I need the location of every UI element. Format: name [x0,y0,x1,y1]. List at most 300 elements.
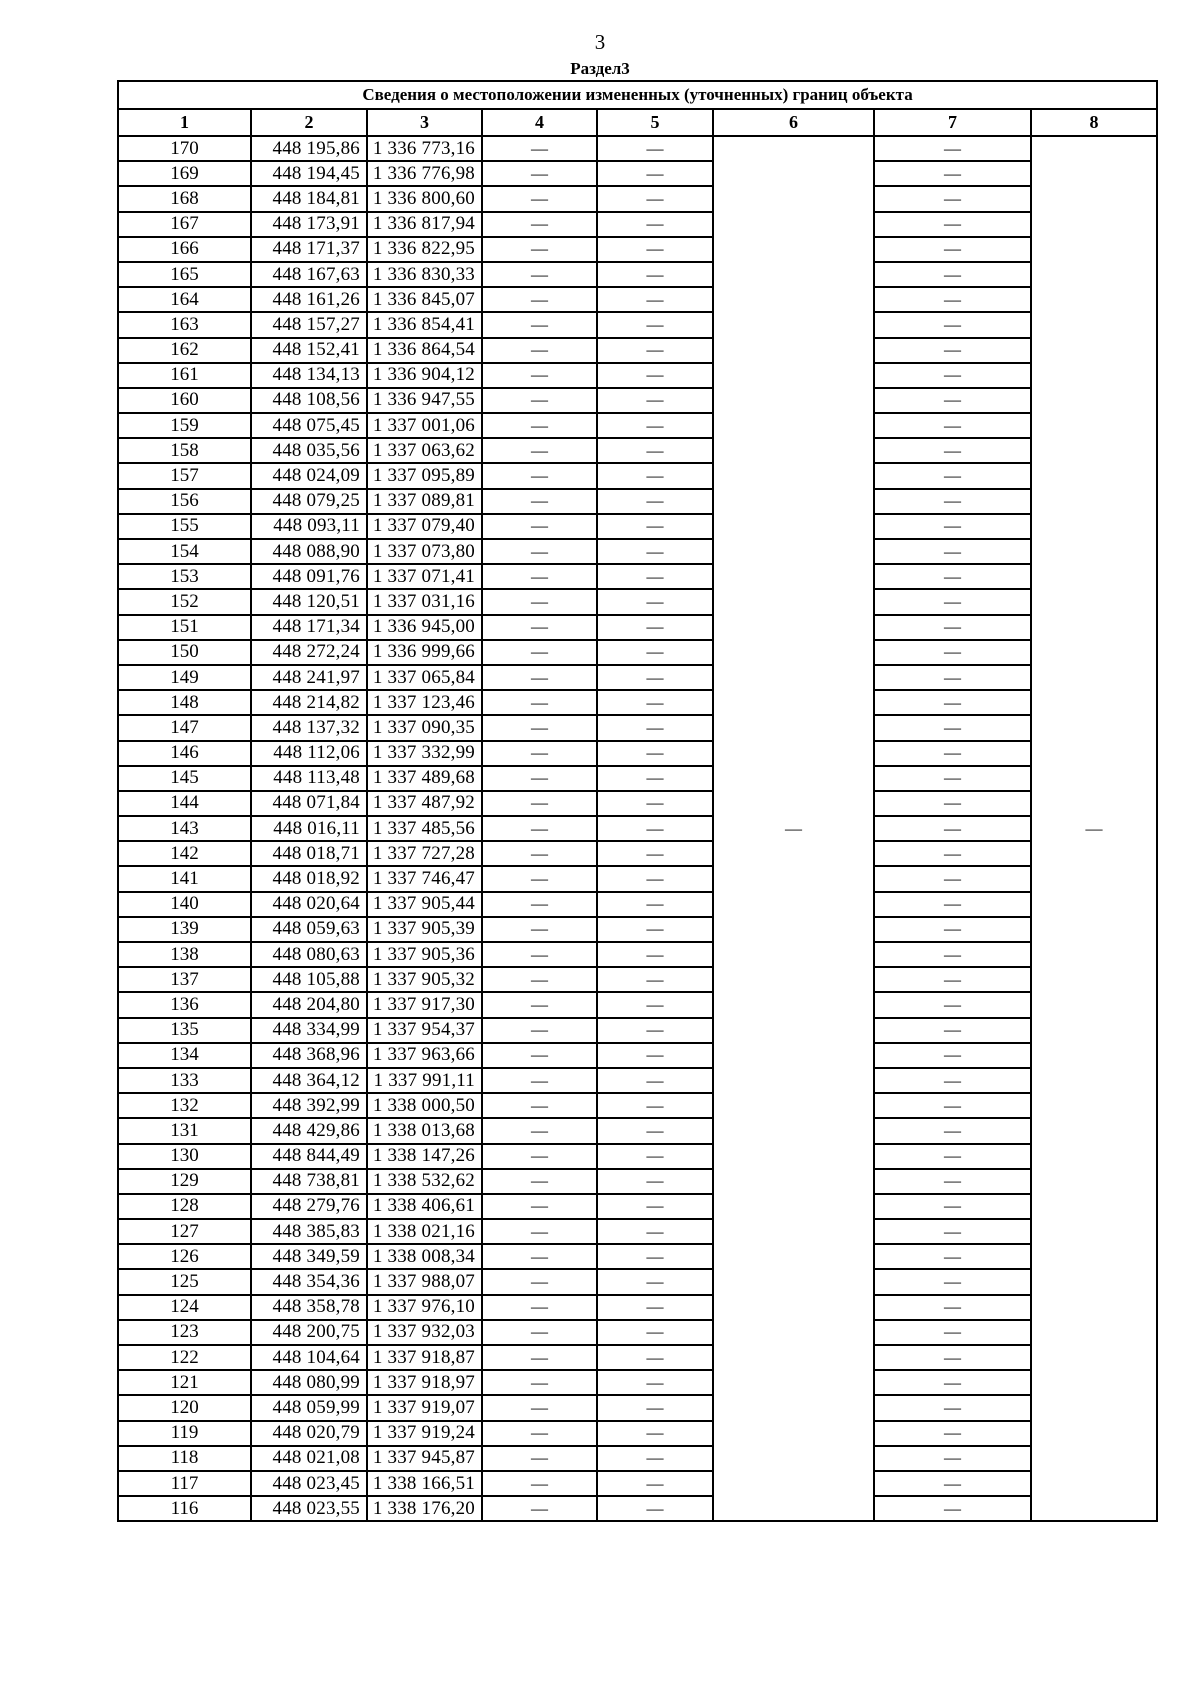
table-row [118,766,1157,791]
col4-cell: — [482,388,597,413]
coord-x-cell: 448 093,11 [251,514,367,539]
coord-y-cell: 1 336 854,41 [367,312,482,337]
coord-y-cell: 1 337 932,03 [367,1320,482,1345]
coord-x-cell: 448 113,48 [251,766,367,791]
col4-cell: — [482,312,597,337]
column-header-4: 4 [482,109,597,136]
point-number-cell: 148 [118,690,251,715]
col4-cell: — [482,690,597,715]
col5-cell: — [597,514,713,539]
col5-cell: — [597,992,713,1017]
table-row [118,1118,1157,1143]
col5-cell: — [597,917,713,942]
coord-y-cell: 1 336 773,16 [367,136,482,161]
col4-cell: — [482,1421,597,1446]
col5-cell: — [597,665,713,690]
table-row [118,1169,1157,1194]
table-row [118,1144,1157,1169]
table-row [118,1093,1157,1118]
col5-cell: — [597,816,713,841]
col5-cell: — [597,1018,713,1043]
table-row [118,262,1157,287]
col7-cell: — [874,1496,1031,1521]
point-number-cell: 152 [118,589,251,614]
table-row [118,1370,1157,1395]
coord-x-cell: 448 204,80 [251,992,367,1017]
col5-cell: — [597,967,713,992]
point-number-cell: 132 [118,1093,251,1118]
point-number-cell: 131 [118,1118,251,1143]
col5-cell: — [597,866,713,891]
table-row [118,615,1157,640]
coord-y-cell: 1 337 332,99 [367,741,482,766]
point-number-cell: 133 [118,1068,251,1093]
col5-cell: — [597,1370,713,1395]
coord-x-cell: 448 334,99 [251,1018,367,1043]
point-number-cell: 130 [118,1144,251,1169]
coord-x-cell: 448 024,09 [251,463,367,488]
coord-x-cell: 448 071,84 [251,791,367,816]
coord-x-cell: 448 137,32 [251,715,367,740]
coord-x-cell: 448 429,86 [251,1118,367,1143]
coord-x-cell: 448 112,06 [251,741,367,766]
table-row [118,816,1157,841]
col5-cell: — [597,1144,713,1169]
point-number-cell: 146 [118,741,251,766]
col5-cell: — [597,715,713,740]
point-number-cell: 121 [118,1370,251,1395]
column-header-3: 3 [367,109,482,136]
coord-y-cell: 1 337 905,32 [367,967,482,992]
col7-cell: — [874,1471,1031,1496]
table-row [118,640,1157,665]
col4-cell: — [482,1144,597,1169]
col5-cell: — [597,1345,713,1370]
col4-cell: — [482,1496,597,1521]
point-number-cell: 159 [118,413,251,438]
table-row [118,1043,1157,1068]
col4-cell: — [482,665,597,690]
coord-x-cell: 448 091,76 [251,564,367,589]
col4-cell: — [482,715,597,740]
col5-cell: — [597,841,713,866]
coord-x-cell: 448 173,91 [251,212,367,237]
col7-cell: — [874,1093,1031,1118]
table-row [118,312,1157,337]
point-number-cell: 122 [118,1345,251,1370]
col4-cell: — [482,816,597,841]
coord-y-cell: 1 337 905,44 [367,892,482,917]
col5-cell: — [597,539,713,564]
coord-y-cell: 1 336 776,98 [367,161,482,186]
col7-cell: — [874,690,1031,715]
col5-cell: — [597,1118,713,1143]
table-row [118,1244,1157,1269]
col5-cell: — [597,892,713,917]
coord-y-cell: 1 336 864,54 [367,338,482,363]
coord-x-cell: 448 241,97 [251,665,367,690]
col7-cell: — [874,287,1031,312]
point-number-cell: 158 [118,438,251,463]
coord-y-cell: 1 337 071,41 [367,564,482,589]
col7-cell: — [874,942,1031,967]
col7-cell: — [874,1244,1031,1269]
col4-cell: — [482,514,597,539]
col7-cell: — [874,1018,1031,1043]
coord-x-cell: 448 079,25 [251,489,367,514]
point-number-cell: 117 [118,1471,251,1496]
point-number-cell: 134 [118,1043,251,1068]
coord-y-cell: 1 338 000,50 [367,1093,482,1118]
coord-x-cell: 448 104,64 [251,1345,367,1370]
table-row [118,741,1157,766]
coord-y-cell: 1 337 918,87 [367,1345,482,1370]
point-number-cell: 151 [118,615,251,640]
col4-cell: — [482,564,597,589]
table-row [118,287,1157,312]
coord-x-cell: 448 171,34 [251,615,367,640]
col7-cell: — [874,866,1031,891]
table-row [118,539,1157,564]
point-number-cell: 124 [118,1295,251,1320]
coord-y-cell: 1 337 991,11 [367,1068,482,1093]
col5-cell: — [597,1068,713,1093]
col5-cell: — [597,413,713,438]
col4-cell: — [482,1446,597,1471]
col5-cell: — [597,262,713,287]
point-number-cell: 119 [118,1421,251,1446]
col4-cell: — [482,791,597,816]
col4-cell: — [482,212,597,237]
col4-cell: — [482,942,597,967]
col4-cell: — [482,917,597,942]
col7-cell: — [874,438,1031,463]
col5-cell: — [597,766,713,791]
table-row [118,866,1157,891]
table-row [118,1295,1157,1320]
coord-x-cell: 448 195,86 [251,136,367,161]
point-number-cell: 160 [118,388,251,413]
col7-cell: — [874,816,1031,841]
col5-cell: — [597,186,713,211]
point-number-cell: 143 [118,816,251,841]
col7-cell: — [874,917,1031,942]
table-row [118,992,1157,1017]
col7-cell: — [874,1395,1031,1420]
table-row [118,413,1157,438]
col7-cell: — [874,186,1031,211]
coord-x-cell: 448 105,88 [251,967,367,992]
coord-y-cell: 1 337 123,46 [367,690,482,715]
coord-y-cell: 1 337 063,62 [367,438,482,463]
col5-cell: — [597,363,713,388]
col5-cell: — [597,1169,713,1194]
col7-cell: — [874,992,1031,1017]
table-row [118,1219,1157,1244]
col7-cell: — [874,1144,1031,1169]
table-row [118,791,1157,816]
col7-cell: — [874,766,1031,791]
coord-x-cell: 448 364,12 [251,1068,367,1093]
col5-cell: — [597,312,713,337]
col7-cell: — [874,489,1031,514]
col4-cell: — [482,1194,597,1219]
coord-y-cell: 1 337 918,97 [367,1370,482,1395]
col4-cell: — [482,262,597,287]
point-number-cell: 162 [118,338,251,363]
coord-x-cell: 448 354,36 [251,1269,367,1294]
point-number-cell: 127 [118,1219,251,1244]
point-number-cell: 155 [118,514,251,539]
col5-cell: — [597,1043,713,1068]
point-number-cell: 120 [118,1395,251,1420]
point-number-cell: 136 [118,992,251,1017]
col5-cell: — [597,1471,713,1496]
col4-cell: — [482,866,597,891]
col4-cell: — [482,615,597,640]
col5-cell: — [597,212,713,237]
coord-x-cell: 448 368,96 [251,1043,367,1068]
coord-x-cell: 448 134,13 [251,363,367,388]
coord-y-cell: 1 337 090,35 [367,715,482,740]
coord-x-cell: 448 200,75 [251,1320,367,1345]
coord-x-cell: 448 021,08 [251,1446,367,1471]
col7-cell: — [874,1219,1031,1244]
point-number-cell: 128 [118,1194,251,1219]
coord-y-cell: 1 337 976,10 [367,1295,482,1320]
section-title: Раздел3 [570,59,630,78]
col5-cell: — [597,338,713,363]
col7-cell: — [874,615,1031,640]
point-number-cell: 153 [118,564,251,589]
column-header-5: 5 [597,109,713,136]
col7-cell: — [874,741,1031,766]
coord-x-cell: 448 023,55 [251,1496,367,1521]
coord-x-cell: 448 120,51 [251,589,367,614]
table-row [118,967,1157,992]
col7-cell: — [874,539,1031,564]
coord-x-cell: 448 088,90 [251,539,367,564]
point-number-cell: 145 [118,766,251,791]
col4-cell: — [482,1320,597,1345]
col7-cell: — [874,413,1031,438]
col4-cell: — [482,1345,597,1370]
col4-cell: — [482,161,597,186]
point-number-cell: 126 [118,1244,251,1269]
coord-y-cell: 1 337 031,16 [367,589,482,614]
table-row [118,1345,1157,1370]
table-row [118,1421,1157,1446]
table-row [118,514,1157,539]
point-number-cell: 140 [118,892,251,917]
col7-cell: — [874,388,1031,413]
col4-cell: — [482,136,597,161]
point-number-cell: 170 [118,136,251,161]
point-number-cell: 142 [118,841,251,866]
col4-cell: — [482,589,597,614]
col4-cell: — [482,1395,597,1420]
col5-cell: — [597,1219,713,1244]
point-number-cell: 169 [118,161,251,186]
col4-cell: — [482,1244,597,1269]
col7-cell: — [874,1320,1031,1345]
table-row [118,212,1157,237]
table-row [118,1395,1157,1420]
point-number-cell: 138 [118,942,251,967]
point-number-cell: 123 [118,1320,251,1345]
col5-cell: — [597,564,713,589]
coord-x-cell: 448 075,45 [251,413,367,438]
coord-x-cell: 448 023,45 [251,1471,367,1496]
coord-y-cell: 1 337 489,68 [367,766,482,791]
table-row [118,1269,1157,1294]
col4-cell: — [482,463,597,488]
col5-cell: — [597,1244,713,1269]
point-number-cell: 166 [118,237,251,262]
coord-y-cell: 1 337 905,36 [367,942,482,967]
coord-y-cell: 1 336 845,07 [367,287,482,312]
coord-x-cell: 448 738,81 [251,1169,367,1194]
coord-x-cell: 448 020,64 [251,892,367,917]
col4-cell: — [482,438,597,463]
col7-cell: — [874,665,1031,690]
coord-y-cell: 1 337 073,80 [367,539,482,564]
col7-cell: — [874,338,1031,363]
col5-cell: — [597,1446,713,1471]
col4-cell: — [482,287,597,312]
point-number-cell: 150 [118,640,251,665]
coord-y-cell: 1 336 947,55 [367,388,482,413]
col7-cell: — [874,892,1031,917]
table-row [118,489,1157,514]
table-row [118,942,1157,967]
table-row [118,1018,1157,1043]
point-number-cell: 144 [118,791,251,816]
col7-cell: — [874,1118,1031,1143]
col7-cell: — [874,363,1031,388]
column-header-1: 1 [118,109,251,136]
coord-x-cell: 448 385,83 [251,1219,367,1244]
coord-y-cell: 1 336 830,33 [367,262,482,287]
coord-y-cell: 1 337 001,06 [367,413,482,438]
col7-cell: — [874,967,1031,992]
col7-cell: — [874,791,1031,816]
page-number: 3 [594,30,606,54]
col4-cell: — [482,640,597,665]
col4-cell: — [482,992,597,1017]
table-row [118,1471,1157,1496]
col5-cell: — [597,463,713,488]
table-row [118,892,1157,917]
table-row [118,1496,1157,1521]
col7-cell: — [874,161,1031,186]
col5-cell: — [597,1295,713,1320]
col7-cell: — [874,1421,1031,1446]
coord-x-cell: 448 018,71 [251,841,367,866]
coord-y-cell: 1 338 166,51 [367,1471,482,1496]
coord-y-cell: 1 337 065,84 [367,665,482,690]
coord-x-cell: 448 214,82 [251,690,367,715]
col5-cell: — [597,1269,713,1294]
col4-cell: — [482,1269,597,1294]
coord-x-cell: 448 161,26 [251,287,367,312]
col5-cell: — [597,438,713,463]
col5-cell: — [597,1395,713,1420]
col5-cell: — [597,741,713,766]
col7-cell: — [874,312,1031,337]
col5-cell: — [597,690,713,715]
col4-cell: — [482,1370,597,1395]
col5-cell: — [597,615,713,640]
col4-cell: — [482,1169,597,1194]
point-number-cell: 118 [118,1446,251,1471]
coord-y-cell: 1 337 988,07 [367,1269,482,1294]
coord-x-cell: 448 349,59 [251,1244,367,1269]
point-number-cell: 165 [118,262,251,287]
col5-cell: — [597,1421,713,1446]
table-row [118,1194,1157,1219]
col5-cell: — [597,942,713,967]
coord-x-cell: 448 279,76 [251,1194,367,1219]
point-number-cell: 157 [118,463,251,488]
table-row [118,715,1157,740]
coord-y-cell: 1 337 945,87 [367,1446,482,1471]
col4-cell: — [482,413,597,438]
coord-y-cell: 1 336 945,00 [367,615,482,640]
col7-cell: — [874,237,1031,262]
coordinates-table [117,80,1158,1522]
col7-cell: — [874,136,1031,161]
table-row [118,136,1157,161]
col5-cell: — [597,161,713,186]
point-number-cell: 149 [118,665,251,690]
coord-x-cell: 448 358,78 [251,1295,367,1320]
table-caption: Сведения о местоположении измененных (уточненных) границ объекта [118,81,1157,109]
table-row [118,463,1157,488]
point-number-cell: 116 [118,1496,251,1521]
col5-cell: — [597,388,713,413]
coord-x-cell: 448 080,63 [251,942,367,967]
col4-cell: — [482,1018,597,1043]
table-row [118,1068,1157,1093]
table-row [118,665,1157,690]
col4-cell: — [482,1471,597,1496]
point-number-cell: 135 [118,1018,251,1043]
col4-cell: — [482,489,597,514]
column-header-2: 2 [251,109,367,136]
coord-y-cell: 1 336 822,95 [367,237,482,262]
coord-y-cell: 1 337 917,30 [367,992,482,1017]
table-body [118,136,1157,1521]
col5-cell: — [597,791,713,816]
coord-y-cell: 1 337 919,24 [367,1421,482,1446]
coord-x-cell: 448 167,63 [251,262,367,287]
point-number-cell: 137 [118,967,251,992]
table-row [118,841,1157,866]
col5-cell: — [597,640,713,665]
coord-y-cell: 1 336 904,12 [367,363,482,388]
col7-cell: — [874,1169,1031,1194]
coord-x-cell: 448 018,92 [251,866,367,891]
col5-cell: — [597,287,713,312]
table-row [118,1320,1157,1345]
point-number-cell: 164 [118,287,251,312]
table-row [118,589,1157,614]
coord-x-cell: 448 184,81 [251,186,367,211]
coord-x-cell: 448 844,49 [251,1144,367,1169]
coord-y-cell: 1 338 406,61 [367,1194,482,1219]
coord-y-cell: 1 338 532,62 [367,1169,482,1194]
